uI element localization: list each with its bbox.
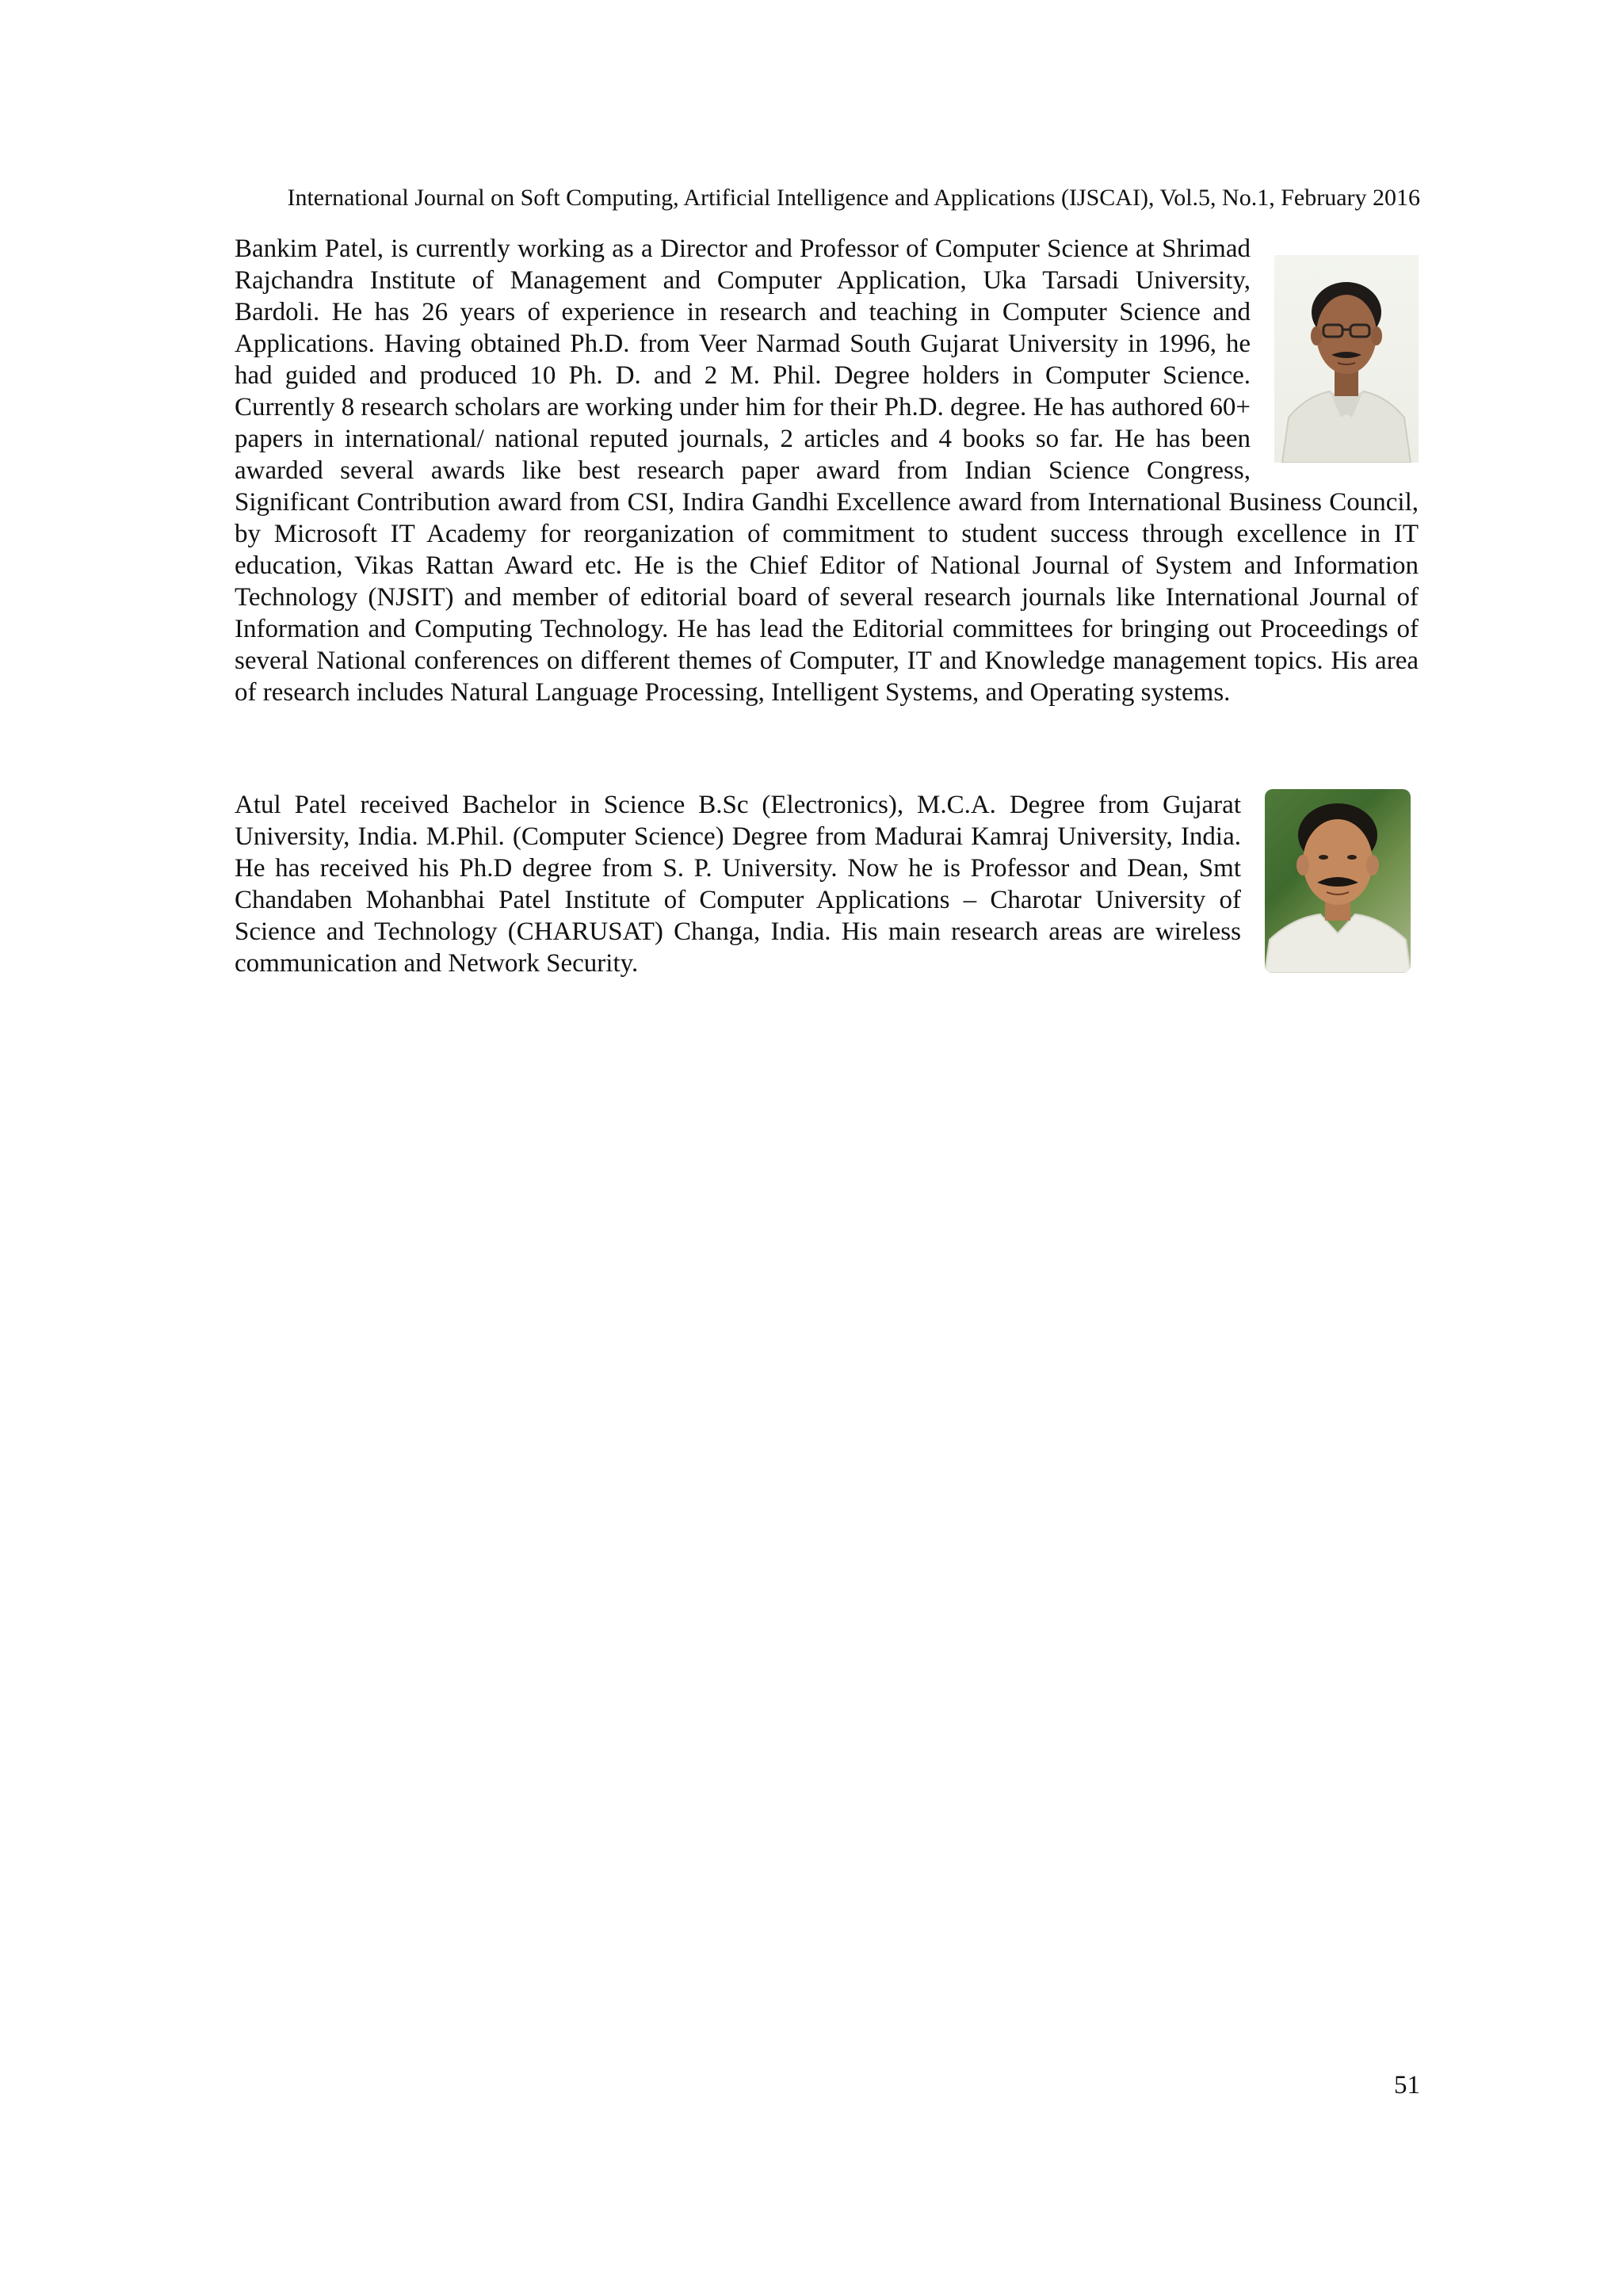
bio-text: Atul Patel received Bachelor in Science B.Sc (Electronics), M.C.A. Degree from Gujarat University, India. M.Phil. (Computer Science) Degree from Madurai Kamraj University, India. He has received his Ph.D degree from S. P. University. Now he is Professor and Dean, Smt Chandaben Mohanbhai Patel Institute of Computer Applications – Charotar University of Science and Technology (CHARUSAT) Changa, India. His main research areas are wireless communication and Network Security. xyxy=(235,791,1241,978)
bio-text: Bankim Patel, is currently working as a Director and Professor of Computer Science at Shrimad Rajchandra Institute of Management and Computer Application, Uka Tarsadi University, Bardoli. He has 26 years of experience in research and teaching in Computer Science and Applications. Having obtained Ph.D. from Veer Narmad South Gujarat University in 1996, he had guided and produced 10 Ph. D. and 2 M. Phil. Degree holders in Computer Science. Currently 8 research scholars are working under him for their Ph.D. degree. He has authored 60+ papers in international/ national reputed journals, 2 articles and 4 books so far. He has been awarded several awards like best research paper award from Indian Science Congress, Significant Contribution award from CSI, Indira Gandhi Excellence award from International Business Council, by Microsoft IT Academy for reorganization of commitment to student success through excellence in IT education, Vikas Rattan Award etc. He is the Chief Editor of National Journal of System and Information Technology (NJSIT) and member of editorial board of several research journals like International Journal of Information and Computing Technology. He has lead the Editorial committees for bringing out Proceedings of several National conferences on different themes of Computer, IT and Knowledge management topics. His area of research includes Natural Language Processing, Intelligent Systems, and Operating systems. xyxy=(235,235,1419,707)
author-bio-atul-patel xyxy=(235,789,1419,981)
running-header: International Journal on Soft Computing, Artificial Intelligence and Applications (IJSCAI), Vol.5, No.1, February 2016 xyxy=(287,185,1420,211)
author-photo-atul-patel xyxy=(1265,789,1411,973)
page-number: 51 xyxy=(1394,2071,1420,2100)
author-photo-bankim-patel xyxy=(1274,255,1419,463)
author-bio-bankim-patel xyxy=(235,233,1419,708)
